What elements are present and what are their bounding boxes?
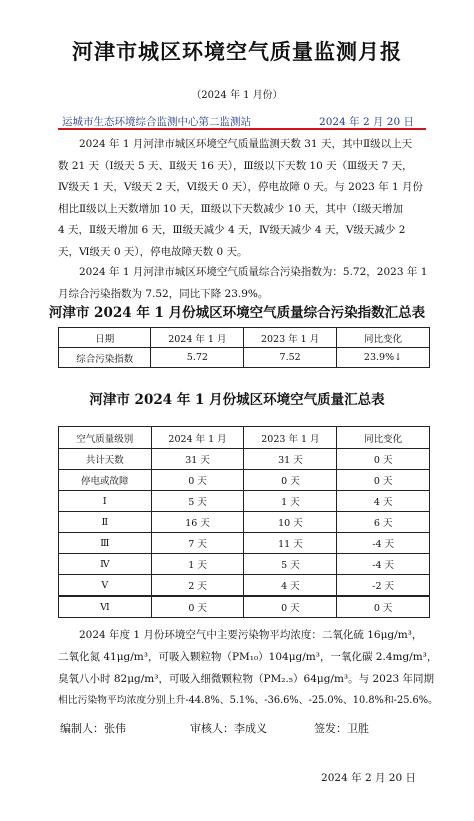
table-cell: 1 天: [244, 491, 337, 512]
footer-date: 2024 年 2 月 20 日: [321, 772, 416, 784]
index-table: [58, 327, 430, 368]
table-header-row: [59, 427, 430, 449]
table-cell: 综合污染指数: [59, 348, 151, 368]
table-row: [59, 470, 430, 491]
table-header-cell: 空气质量级别: [59, 427, 152, 449]
table-row: [59, 575, 430, 596]
table-header-row: [59, 328, 430, 348]
table-cell: 0 天: [244, 470, 337, 491]
summary-line: 天，Ⅵ级天 0 天），停电故障天数 0 天。: [58, 245, 248, 258]
table-row: [59, 491, 430, 512]
table-cell: 共计天数: [59, 449, 152, 470]
table-cell: 6 天: [337, 512, 430, 533]
index-line: 月综合污染指数为 7.52，同比下降 23.9%。: [58, 287, 269, 300]
pollutant-paragraph: [58, 624, 438, 712]
table-cell: 10 天: [244, 512, 337, 533]
table-cell: 5 天: [244, 554, 337, 575]
table-cell: 16 天: [151, 512, 244, 533]
report-period: （2024 年 1 月份）: [191, 90, 283, 101]
index-line: 2024 年 1 月河津市城区环境空气质量综合污染指数为：5.72，2023 年 1: [79, 266, 428, 278]
summary-paragraph: [58, 134, 430, 263]
table-cell: Ⅵ: [59, 597, 152, 618]
summary-line: 4 天，Ⅱ级天增加 6 天，Ⅲ级天减少 4 天，Ⅳ级天减少 4 天，Ⅴ级天减少 2: [58, 224, 406, 236]
table-cell: 4 天: [337, 491, 430, 512]
table-cell: 0 天: [337, 597, 430, 618]
table-cell: 31 天: [151, 449, 244, 470]
summary-line: 数 21 天（Ⅰ级天 5 天、Ⅱ级天 16 天），Ⅲ级以下天数 10 天（Ⅲ级天 7 天，: [58, 159, 413, 172]
table-cell: 2 天: [151, 575, 244, 596]
table-header-cell: 2023 年 1 月: [244, 328, 337, 348]
table-row: [59, 597, 430, 618]
pollutant-line: 二氧化氮 41μg/m³，可吸入颗粒物（PM₁₀）104μg/m³，一氧化碳 2.4mg/m³，: [58, 651, 438, 663]
table-cell: 0 天: [151, 470, 244, 491]
table-cell: 31 天: [244, 449, 337, 470]
header-divider: [58, 128, 426, 130]
quality-table-title: 河津市 2024 年 1 月份城区环境空气质量汇总表: [89, 392, 385, 408]
table-cell: 23.9%↓: [336, 348, 429, 368]
table-cell: 0 天: [337, 470, 430, 491]
table-cell: -2 天: [337, 575, 430, 596]
table-cell: -4 天: [337, 554, 430, 575]
index-table-title: 河津市 2024 年 1 月份城区环境空气质量综合污染指数汇总表: [48, 305, 426, 321]
table-cell: Ⅱ: [59, 512, 152, 533]
table-header-cell: 同比变化: [336, 328, 429, 348]
table-row: [59, 533, 430, 554]
quality-table: [58, 426, 430, 596]
summary-line: 相比Ⅱ级以上天数增加 10 天，Ⅲ级以下天数减少 10 天，其中（Ⅰ级天增加: [58, 202, 403, 215]
table-cell: 5.72: [151, 348, 244, 368]
issuing-station: 运城市生态环境综合监测中心第二监测站: [62, 116, 251, 128]
table-header-cell: 同比变化: [337, 427, 430, 449]
table-header-cell: 2024 年 1 月: [151, 328, 244, 348]
table-cell: 1 天: [151, 554, 244, 575]
table-cell: 0 天: [151, 597, 244, 618]
table-cell: 11 天: [244, 533, 337, 554]
table-cell: 5 天: [151, 491, 244, 512]
table-row: [59, 348, 430, 368]
summary-line: 2024 年 1 月河津市城区环境空气质量监测天数 31 天，其中Ⅱ级以上天: [79, 138, 413, 150]
table-cell: Ⅲ: [59, 533, 152, 554]
pollutant-line: 臭氧八小时 82μg/m³，可吸入细微颗粒物（PM₂.₅）64μg/m³。与 2023 年同期: [58, 673, 435, 685]
table-header-cell: 2024 年 1 月: [151, 427, 244, 449]
issue-date: 2024 年 2 月 20 日: [319, 116, 414, 128]
reviewer-signature: 审核人：李成义: [190, 722, 267, 735]
table-cell: 0 天: [337, 449, 430, 470]
table-cell: Ⅴ: [59, 575, 152, 596]
table-cell: -4 天: [337, 533, 430, 554]
summary-line: Ⅳ级天 1 天，Ⅴ级天 2 天，Ⅵ级天 0 天），停电故障 0 天。与 2023 年 1 月份: [58, 181, 424, 193]
report-title: 河津市城区环境空气质量监测月报: [72, 40, 402, 64]
pollutant-line: 2024 年度 1 月份环境空气中主要污染物平均浓度：二氧化硫 16μg/m³，: [79, 629, 423, 641]
table-cell: 7 天: [151, 533, 244, 554]
table-cell: 7.52: [244, 348, 337, 368]
table-cell: Ⅰ: [59, 491, 152, 512]
table-cell: Ⅳ: [59, 554, 152, 575]
quality-table-continued: [58, 596, 430, 618]
table-cell: 0 天: [244, 597, 337, 618]
pollutant-line: 相比污染物平均浓度分别上升-44.8%、5.1%、-36.6%、-25.0%、10.8%和-25.6%。: [58, 695, 438, 706]
index-paragraph: [58, 262, 430, 305]
table-cell: 4 天: [244, 575, 337, 596]
table-cell: 停电或故障: [59, 470, 152, 491]
table-row: [59, 554, 430, 575]
table-header-cell: 2023 年 1 月: [244, 427, 337, 449]
signer-signature: 签发：卫胜: [314, 722, 369, 735]
table-row: [59, 449, 430, 470]
table-row: [59, 512, 430, 533]
compiler-signature: 编制人：张伟: [60, 722, 126, 735]
table-header-cell: 日期: [59, 328, 151, 348]
